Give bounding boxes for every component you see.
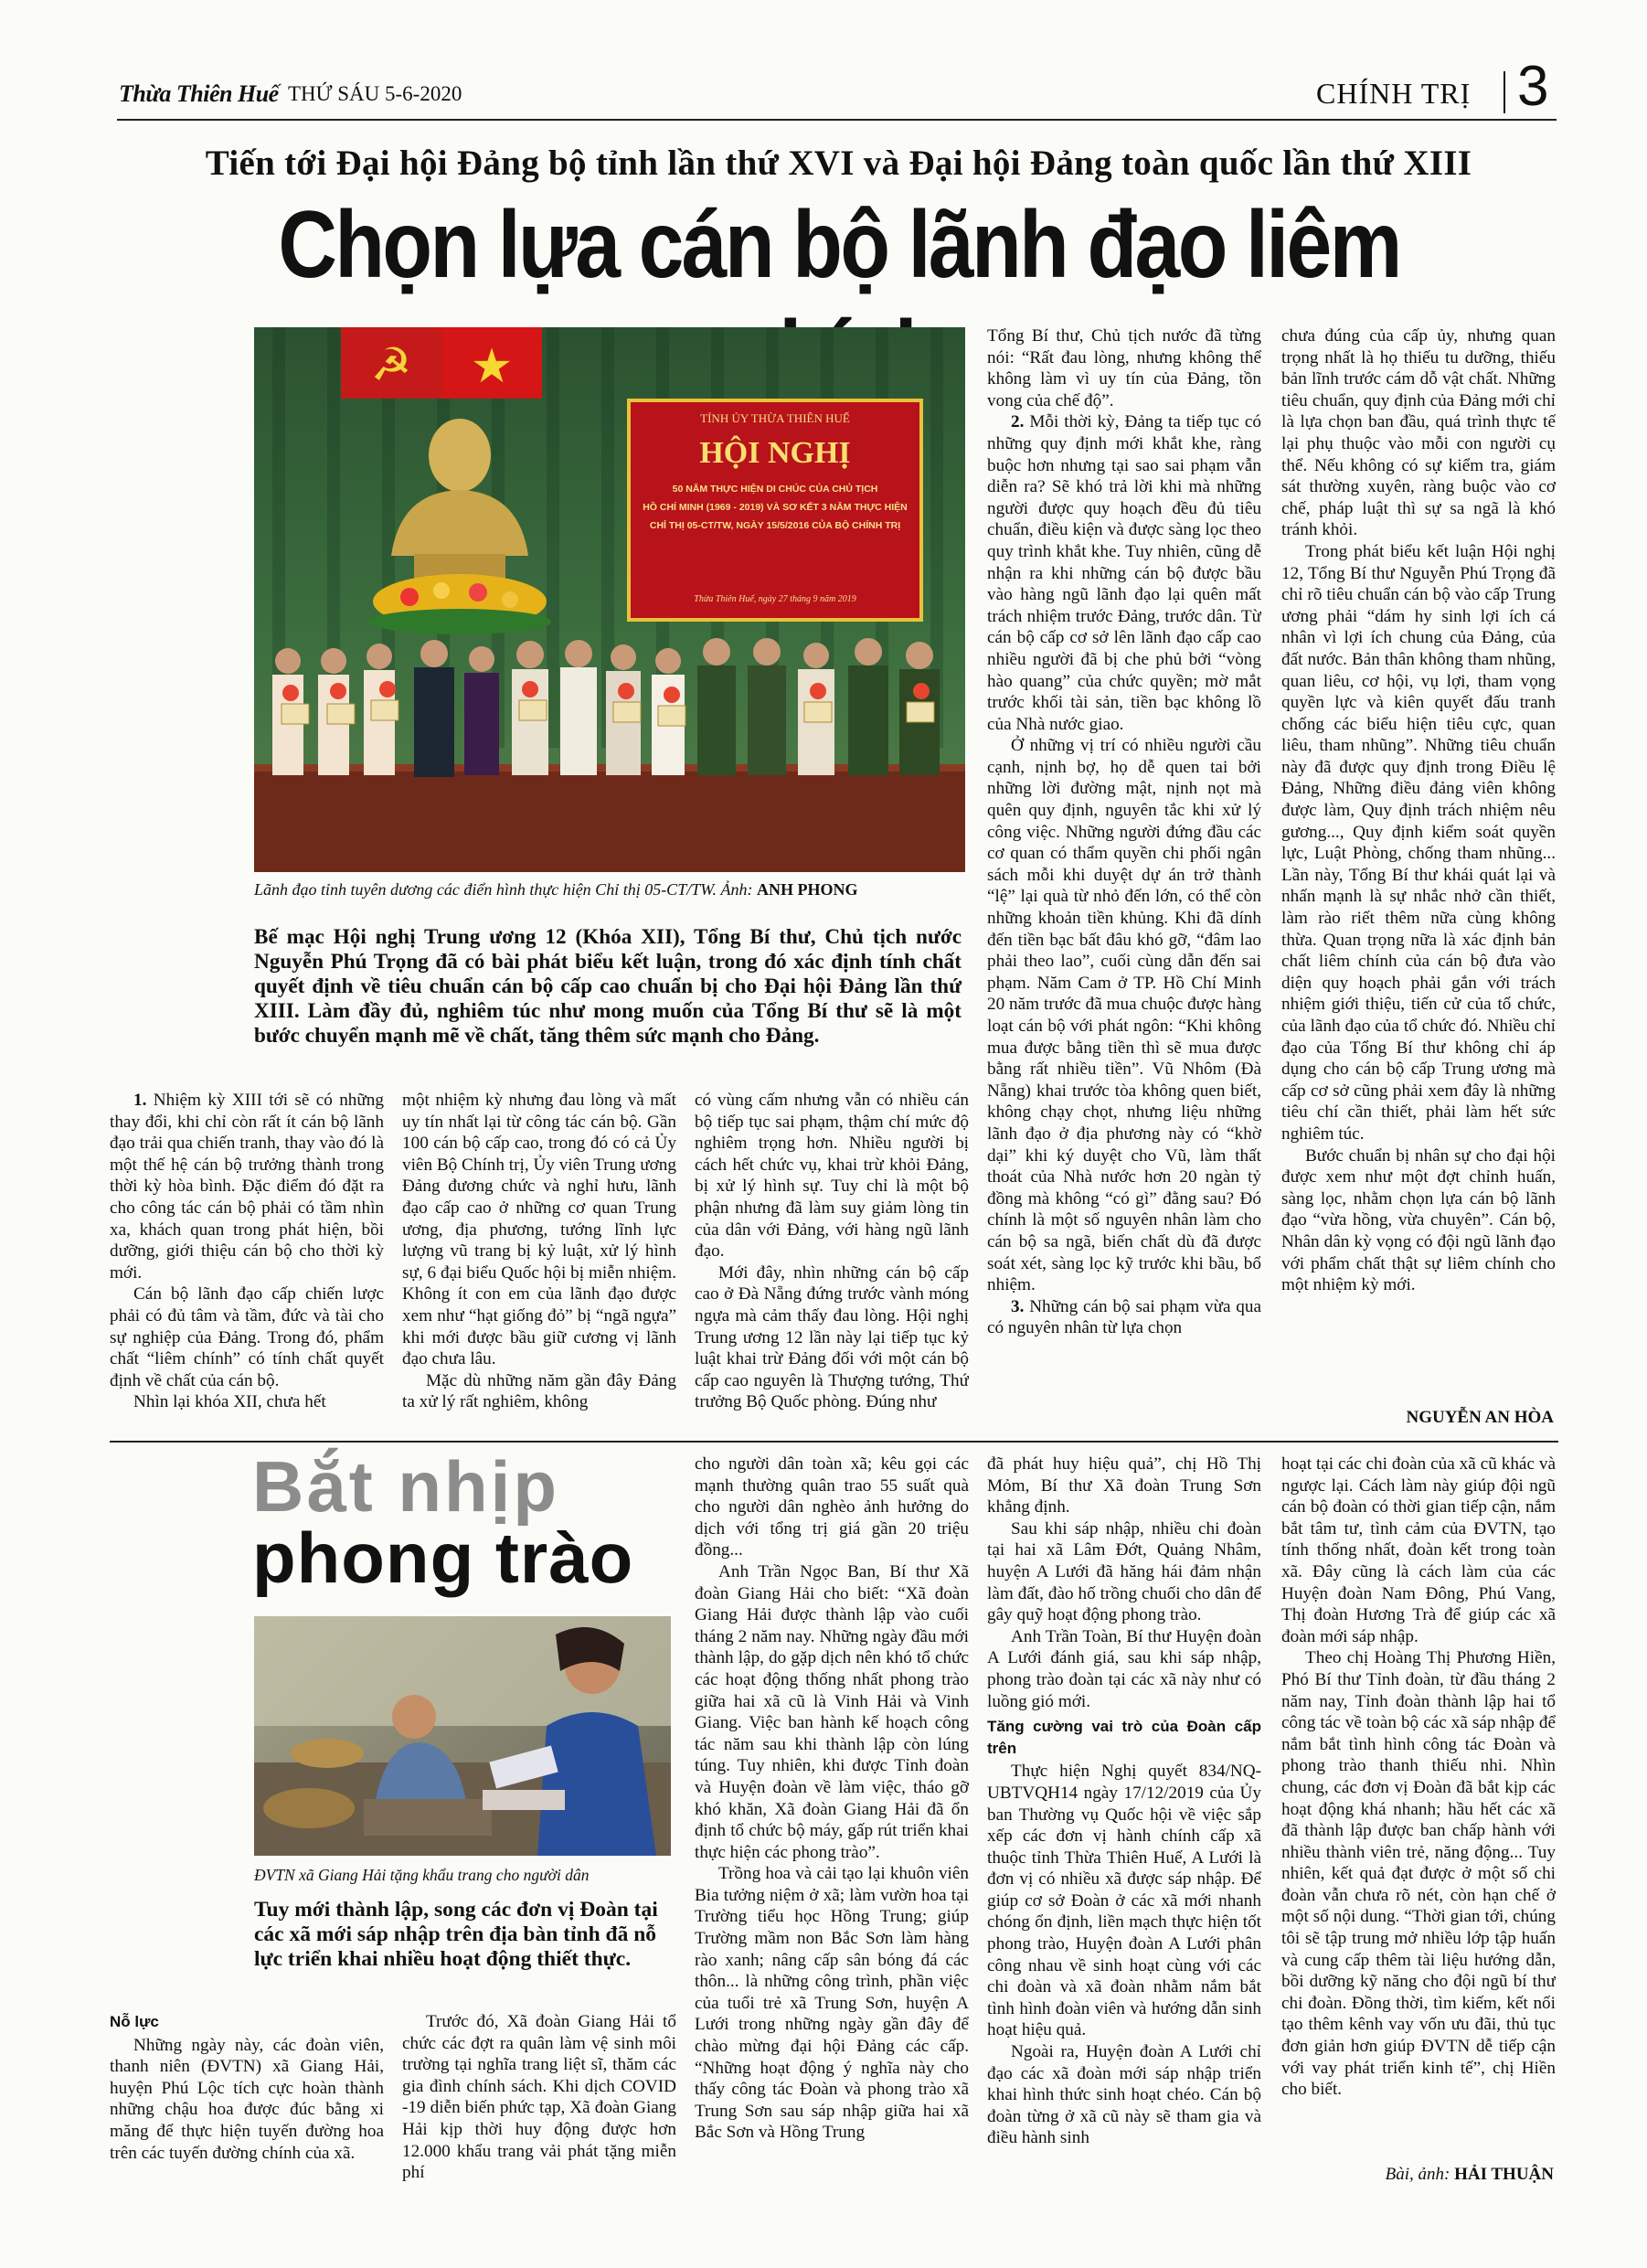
article2-column-2 — [402, 2011, 676, 2190]
paragraph: Anh Trần Toàn, Bí thư Huyện đoàn A Lưới đánh giá, sau khi sáp nhập, phong trào đoàn tại các xã này như có luồng gió mới. — [987, 1626, 1261, 1711]
article1-lead: Bế mạc Hội nghị Trung ương 12 (Khóa XII), Tổng Bí thư, Chủ tịch nước Nguyễn Phú Trọng đã có bài phát biểu kết luận, trong đó xác định tính chất quyết định về tiêu chuẩn cán bộ cấp cao chuẩn bị cho Đại hội Đảng lần thứ XIII. Làm đầy đủ, nghiêm túc như mong muốn của Tổng Bí thư sẽ là một bước chuyển mạnh mẽ về chất, tăng thêm sức mạnh cho Đảng. — [254, 925, 962, 1048]
subheading-vai-tro: Tăng cường vai trò của Đoàn cấp trên — [987, 1718, 1261, 1757]
paragraph: Theo chị Hoàng Thị Phương Hiền, Phó Bí thư Tỉnh đoàn, từ đầu tháng 2 năm nay, Tỉnh đoàn thành lập hai tổ công tác về toàn bộ các xã sáp nhập để nắm bắt tình hình công tác Đoàn và phong trào thanh thiếu nhi. Nhìn chung, các đơn vị Đoàn đã bắt kịp các hoạt động khá nhanh; hầu hết các xã đã thành lập được ban chấp hành với nhiều thành viên trẻ, năng động... Tuy nhiên, kết quả đạt được ở một số chi đoàn vẫn chưa rõ nét, còn hạn chế ở một số nội dung. “Thời gian tới, chúng tôi sẽ tập trung mở nhiều lớp tập huấn và cung cấp thêm tài liệu hướng dẫn, bồi dưỡng kỹ năng cho đội ngũ bí thư chi đoàn. Đồng thời, tìm kiếm, kết nối tạo thêm kênh vay vốn ưu đãi, thủ tục đơn giản hơn giúp ĐVTN dễ tiếp cận với vay phát triển kinh tế”, chị Hiền cho biết. — [1281, 1648, 1556, 2100]
paragraph: Anh Trần Ngọc Ban, Bí thư Xã đoàn Giang Hải cho biết: “Xã đoàn Giang Hải được thành lập vào cuối tháng 2 năm nay. Những ngày đầu mới thành lập, do gặp dịch nên khó tổ chức các hoạt động thống nhất phong trào giữa hai xã cũ là Vinh Hải và Vinh Giang. Việc ban hành kế hoạch công tác năm sau khi thành lập còn lúng túng. Tuy nhiên, khi được Tỉnh đoàn và Huyện đoàn về làm việc, tháo gỡ khó khăn, Xã đoàn Giang Hải đã ổn định tổ chức bộ máy, gấp rút triển khai thực hiện các phong trào”. — [695, 1561, 969, 1862]
byline-prefix: Bài, ảnh: — [1385, 2165, 1455, 2184]
article1-byline: NGUYỄN AN HÒA — [1406, 1408, 1554, 1427]
paragraph: Ngoài ra, Huyện đoàn A Lưới chỉ đạo các xã đoàn mới sáp nhập triển khai hình thức sinh hoạt chéo. Cán bộ đoàn từng ở xã cũ này sẽ tham gia và điều hành sinh — [987, 2042, 1261, 2148]
section-number: 3. — [1011, 1296, 1025, 1316]
page-number: 3 — [1517, 55, 1549, 118]
banner-date: Thừa Thiên Huế, ngày 27 tháng 9 năm 2019 — [694, 594, 856, 604]
paragraph: Tổng Bí thư, Chủ tịch nước đã từng nói: “Rất đau lòng, nhưng không thể không làm vì uy tín của Đảng, tồn vong của chế độ”. — [987, 326, 1261, 410]
paragraph: Trong phát biểu kết luận Hội nghị 12, Tổng Bí thư Nguyễn Phú Trọng đã chỉ rõ tiêu chuẩn cán bộ vào cấp Trung ương phải “dám hy sinh lợi ích cá nhân vì lợi ích chung của Đảng, của đất nước. Bản thân không tham nhũng, quan liêu, cơ hội, vụ lợi, tham vọng quyền lực và kiên quyết đấu tranh chống các biểu hiện tiêu cực, quan liêu, tham nhũng”. Những tiêu chuẩn này đã được quy định trong Điều lệ Đảng, Những điều đảng viên không được làm, Quy định trách nhiệm nêu gương..., Quy định kiểm soát quyền lực, Luật Phòng, chống tham nhũng... Lần này, Tổng Bí thư khái quát lại và nhấn mạnh là sự nhắc nhở cần thiết, làm rào riết thêm nữa cùng không thừa. Quan trọng nữa là xác định bản chất liêm chính của cán bộ đưa vào diện quy hoạch phải gắn với trách nhiệm giới thiệu, tiến cử của tổ chức, của lãnh đạo của tổ chức đó. Nhiều chỉ đạo của Tổng Bí thư không chỉ áp dụng cho cán bộ cấp Trung ương mà cấp cơ sở cũng phải xem đây là những tiêu chí cần thiết, phải làm hết sức nghiêm túc. — [1281, 541, 1556, 1144]
paper-name: Thừa Thiên Huế — [119, 80, 279, 107]
banner-line4: HỒ CHÍ MINH (1969 - 2019) VÀ SƠ KẾT 3 NĂM THỰC HIỆN — [643, 502, 908, 513]
banner-line1: TỈNH ỦY THỪA THIÊN HUẾ — [700, 411, 850, 425]
header-rule — [117, 119, 1557, 121]
paragraph: Những ngày này, các đoàn viên, thanh niên (ĐVTN) xã Giang Hải, huyện Phú Lộc tích cực hoàn thành những chậu hoa được đúc bằng xi măng để thực hiện tuyến đường hoa trên các tuyến đường chính của xã. — [110, 2035, 384, 2163]
article2-column-3 — [695, 1453, 969, 2190]
conference-photo-illustration — [254, 327, 965, 872]
paragraph: cho người dân toàn xã; kêu gọi các mạnh thường quân trao 55 suất quà cho người dân nghèo ảnh hưởng do dịch với tổng trị giá gần 20 triệu đồng... — [695, 1454, 969, 1560]
banner-line2: HỘI NGHỊ — [699, 436, 851, 470]
article1-column-5 — [1281, 325, 1556, 1404]
paragraph: Ở những vị trí có nhiều người cầu cạnh, nịnh bợ, họ dễ quen tai bởi những lời đường mật, nịnh nọt mà quên quy định, nguyên tắc khi xử lý công việc. Những người đứng đầu các cơ quan có thẩm quyền chi phối ngân sách mỗi khi duyệt dự án trở thành “lệ” lại quà từ nhỏ đến lớn, có thể còn những khoản tiền khủng. Khi đã dính đến tiền bạc bất đâu khó gỡ, “đâm lao phải theo lao”, cuối cùng dẫn đến sai phạm. Năm Cam ở TP. Hồ Chí Minh 20 năm trước đã mua chuộc được hàng loạt cán bộ với phát ngôn: “Khi không mua được bằng tiền thì sẽ mua được bằng rất nhiều tiền”. Vũ Nhôm (Đà Nẵng) khai trước tòa không quen biết, không chạy chọt, nhưng liệu những lãnh đạo ở địa phương này có “khờ dại” khi ký duyệt cho Vũ, làm thất thoát của Nhà nước hơn 20 ngàn tỷ đồng mà không “có gì” đằng sau? Đó chính là một số nguyên nhân làm cho cán bộ sa ngã, biến chất dù đã được soát xét, sàng lọc kỹ trước khi bầu, bổ nhiệm. — [987, 736, 1261, 1295]
article2-column-1 — [110, 2007, 384, 2190]
section-name: CHÍNH TRỊ — [1316, 77, 1472, 110]
article2-lead: Tuy mới thành lập, song các đơn vị Đoàn tại các xã mới sáp nhập trên địa bàn tỉnh đã nỗ lực triển khai nhiều hoạt động thiết thực. — [254, 1898, 658, 1971]
paragraph: chưa đúng của cấp ủy, nhưng quan trọng nhất là họ thiếu tu dưỡng, thiếu bản lĩnh trước cám dỗ vật chất. Những tiêu chuẩn, quy định của Đảng mới chỉ là lựa chọn ban đầu, quá trình thực tế lại phụ thuộc vào mỗi con người cụ thể. Nếu không có sự kiểm tra, giám sát thường xuyên, ràng buộc vào cơ chế, pháp luật thì sự sa ngã là khó tránh khỏi. — [1281, 326, 1556, 540]
svg-text:★: ★ — [470, 339, 514, 394]
article2-column-4 — [987, 1453, 1261, 2190]
article1-caption — [254, 879, 976, 900]
mask-gift-photo — [254, 1616, 671, 1856]
paragraph: Thực hiện Nghị quyết 834/NQ-UBTVQH14 ngày 17/12/2019 của Ủy ban Thường vụ Quốc hội về việc sắp xếp các đơn vị hành chính cấp xã thuộc tỉnh Thừa Thiên Huế, A Lưới là đơn vị có nhiều xã được sáp nhập. Để giúp cơ sở Đoàn ở các xã mới nhanh chóng ổn định, liền mạch thực hiện tốt phong trào, Huyện đoàn A Lưới phân công nhau về sinh hoạt cùng với các chi đoàn và xã đoàn nhằm nắm bắt tình hình đoàn viên và hướng dẫn sinh hoạt hiệu quả. — [987, 1762, 1261, 2040]
article1-column-3 — [695, 1090, 969, 1439]
paragraph: một nhiệm kỳ nhưng đau lòng và mất uy tín nhất lại từ công tác cán bộ. Gần 100 cán bộ cấp cao, trong đó có cả Ủy viên Bộ Chính trị, Ủy viên Trung ương Đảng đương chức và nghỉ hưu, lãnh đạo cấp cao ở những cơ quan Trung ương, địa phương, tướng lĩnh lực lượng vũ trang bị kỷ luật, xử lý hình sự, 6 đại biểu Quốc hội bị miễn nhiệm. Không ít con em của lãnh đạo được xem như “hạt giống đỏ” bị “ngã ngựa” khi mới được bầu giữ cương vị lãnh đạo chưa lâu. — [402, 1091, 676, 1369]
section-number: 2. — [1011, 412, 1025, 432]
article1-column-1 — [110, 1090, 384, 1439]
banner-line3: 50 NĂM THỰC HIỆN DI CHÚC CỦA CHỦ TỊCH — [672, 484, 878, 495]
article2-byline — [1280, 2165, 1554, 2185]
paragraph: Trước đó, Xã đoàn Giang Hải tổ chức các đợt ra quân làm vệ sinh môi trường tại nghĩa trang liệt sĩ, thăm các gia đình chính sách. Khi dịch COVID -19 diễn biến phức tạp, Xã đoàn Giang Hải kịp thời huy động được hơn 12.000 khẩu trang vải phát tặng miễn phí — [402, 2012, 676, 2183]
paragraph: Trồng hoa và cải tạo lại khuôn viên Bia tưởng niệm ở xã; làm vườn hoa tại Trường tiểu học Hồng Trung; giúp Trường mầm non Bắc Sơn làm hàng rào xanh; nâng cấp sân bóng đá các thôn... là những công trình, phần việc của tuổi trẻ xã Trung Sơn, huyện A Lưới trong những ngày gần đây để chào mừng đại hội Đảng các cấp. “Những hoạt động ý nghĩa này cho thấy công tác Đoàn và phong trào xã Trung Sơn sau sáp nhập giữa hai xã Bắc Sơn và Hồng Trung — [695, 1864, 969, 2143]
subheading-no-luc: Nỗ lực — [110, 2013, 159, 2030]
paragraph: Mới đây, nhìn những cán bộ cấp cao ở Đà Nẵng đứng trước vành móng ngựa mà cảm thấy đau lòng. Hội nghị Trung ương 12 lần này lại tiếp tục kỷ luật khai trừ Đảng đối với một cán bộ cấp cao nguyên là Thượng tướng, Thứ trưởng Bộ Quốc phòng. Đúng như — [695, 1262, 969, 1412]
article2-caption: ĐVTN xã Giang Hải tặng khẩu trang cho người dân — [254, 1866, 590, 1884]
paragraph-text: Mỗi thời kỳ, Đảng ta tiếp tục có những quy định mới khắt khe, ràng buộc hơn nhưng tại sao sai phạm vẫn diễn ra? Sẽ khó trả lời khi mà những người được quy hoạch đều đủ tiêu chuẩn, điều kiện và được sàng lọc theo quy trình khắt khe. Tuy nhiên, cũng dễ nhận ra khi những cán bộ được bầu vào hàng ngũ lãnh đạo lại quên mất trách nhiệm trước Đảng, trước dân. Từ cán bộ cấp cơ sở lên lãnh đạo cấp cao nhiều người đã bị che phủ bởi “vòng hào quang” của chức quyền; mờ mắt trước khối tài sản, tiền bạc không lồ của Nhà nước giao. — [987, 412, 1261, 734]
paragraph: hoạt tại các chi đoàn của xã cũ khác và ngược lại. Cách làm này giúp đội ngũ cán bộ đoàn có thời gian tiếp cận, nắm bắt tâm tư, tình cảm của ĐVTN, tạo tính thống nhất, đoàn kết trong toàn xã. Đây cũng là cách làm của các Huyện đoàn Nam Đông, Phú Vang, Thị đoàn Hương Trà để giúp các xã đoàn mới sáp nhập. — [1281, 1454, 1556, 1646]
byline-name: HẢI THUẬN — [1454, 2165, 1554, 2184]
paragraph: Cán bộ lãnh đạo cấp chiến lược phải có đủ tâm và tầm, đức và tài cho sự nghiệp của Đảng. Trong đó, phẩm chất “liêm chính” có tính chất quyết định về chất của cán bộ. — [110, 1284, 384, 1390]
conference-photo — [254, 327, 965, 872]
article1-column-2 — [402, 1090, 676, 1439]
article-separator — [110, 1441, 1558, 1443]
paragraph: Sau khi sáp nhập, nhiều chi đoàn tại hai xã Lâm Đớt, Quảng Nhâm, huyện A Lưới đã hăng hái đảm nhận làm đất, đào hố trồng chuối cho dân để gây quỹ hoạt động phong trào. — [987, 1518, 1261, 1625]
article1-column-4 — [987, 325, 1261, 1422]
section-number: 1. — [133, 1091, 147, 1110]
article2-column-5 — [1281, 1453, 1556, 2163]
paragraph: Nhìn lại khóa XII, chưa hết — [133, 1392, 326, 1412]
caption-text: Lãnh đạo tỉnh tuyên dương các điển hình thực hiện Chỉ thị 05-CT/TW. Ảnh: — [254, 880, 758, 899]
paragraph-text: Những cán bộ sai phạm vừa qua có nguyên nhân từ lựa chọn — [987, 1296, 1261, 1338]
article1-headline: Chọn lựa cán bộ lãnh đạo liêm — [278, 192, 1400, 298]
paragraph: Bước chuẩn bị nhân sự cho đại hội được xem như một đợt chỉnh huấn, sàng lọc, nhằm chọn lựa cán bộ lãnh đạo “vừa hồng, vừa chuyên”. Cán bộ, Nhân dân kỳ vọng có đội ngũ lãnh đạo với phẩm chất thật sự liêm chính cho một nhiệm kỳ mới. — [1281, 1145, 1556, 1295]
svg-text:☭: ☭ — [370, 338, 412, 391]
paragraph: đã phát huy hiệu quả”, chị Hồ Thị Mỏm, Bí thư Xã đoàn Trung Sơn khẳng định. — [987, 1454, 1261, 1517]
mask-gift-photo-illustration — [254, 1616, 671, 1856]
header-divider — [1504, 71, 1505, 113]
article1-kicker: Tiến tới Đại hội Đảng bộ tỉnh lần thứ XVI và Đại hội Đảng toàn quốc lần thứ XIII — [205, 144, 1472, 183]
article2-headline-line1: Bắt nhịp — [252, 1446, 559, 1527]
caption-credit: ANH PHONG — [757, 880, 858, 899]
paragraph: có vùng cấm nhưng vẫn có nhiều cán bộ tiếp tục sai phạm, thậm chí mức độ nghiêm trọng hơn. Nhiều người bị cách hết chức vụ, khai trừ khỏi Đảng, bị xử lý hình sự. Tuy chỉ là một bộ phận nhưng đã làm suy giảm lòng tin của dân với Đảng, với hàng ngũ lãnh đạo. — [695, 1091, 969, 1262]
article2-headline-line2: phong trào — [252, 1517, 634, 1598]
issue-date: THỨ SÁU 5-6-2020 — [288, 82, 462, 105]
banner-line5: CHỈ THỊ 05-CT/TW, NGÀY 15/5/2016 CỦA BỘ CHÍNH TRỊ — [649, 520, 901, 531]
paragraph: Mặc dù những năm gần đây Đảng ta xử lý rất nghiêm, không — [402, 1370, 676, 1412]
paragraph-text: Nhiệm kỳ XIII tới sẽ có những thay đổi, khi chỉ còn rất ít cán bộ lãnh đạo trải qua chiến tranh, thay vào đó là một thế hệ cán bộ trưởng thành trong thời kỳ hòa bình. Đặc điểm đó đặt ra cho công tác cán bộ phải có tầm nhìn xa, khách quan trong phát hiện, bồi dưỡng, giới thiệu cán bộ cho thời kỳ mới. — [110, 1091, 384, 1283]
paragraph — [987, 411, 1261, 735]
paragraph — [110, 1090, 384, 1283]
paragraph — [987, 1296, 1261, 1339]
